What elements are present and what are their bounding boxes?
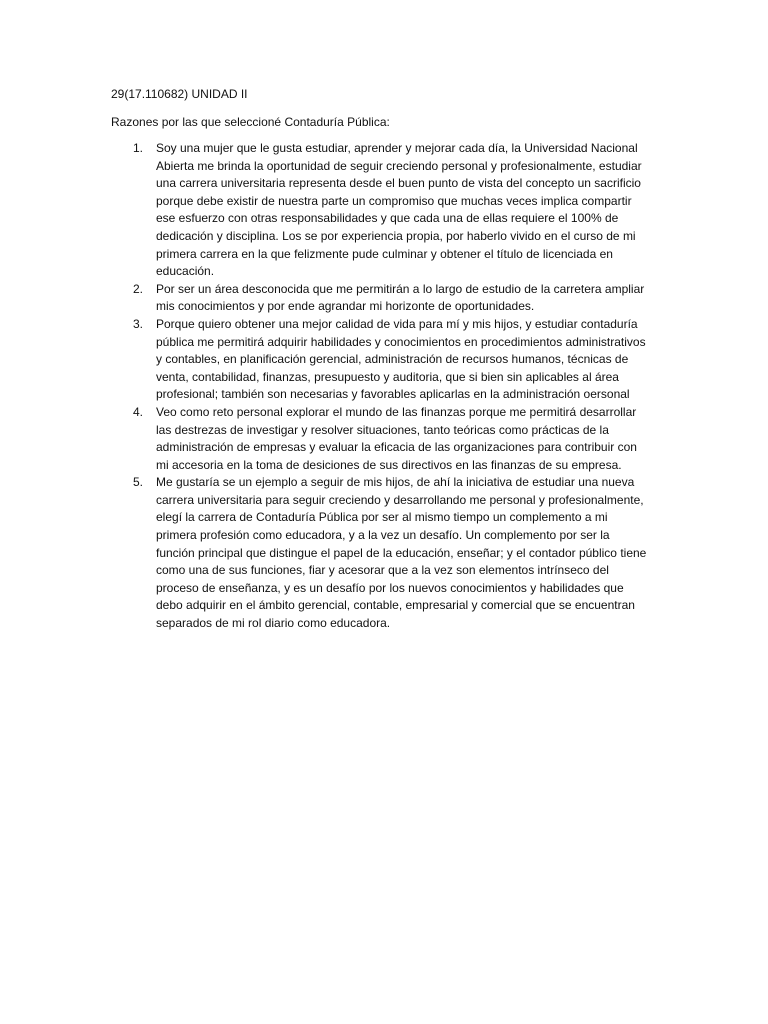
list-item: [111, 281, 651, 316]
list-item-number: 5.: [133, 475, 144, 490]
intro-text: Razones por las que seleccioné Contaduría Pública:: [111, 115, 390, 129]
document-heading: 29(17.110682) UNIDAD II: [111, 87, 248, 101]
list-item-text: Me gustaría se un ejemplo a seguir de mis hijos, de ahí la iniciativa de estudiar una nueva carrera universitaria para seguir creciendo y desarrollando me personal y profesionalmente, elegí la carrera de Contaduría Pública por ser al mismo tiempo un complemento a mi primera profesión como educadora, y a la vez un desafío. Un complemento por ser la función principal que distingue el papel de la educación, enseñar; y el contador público tiene como una de sus funciones, fiar y acesorar que a la vez son elementos intrínseco del proceso de enseñanza, y es un desafío por los nuevos conocimientos y habilidades que debo adquirir en el ámbito gerencial, contable, empresarial y comercial que se encuentran separados de mi rol diario como educadora.: [156, 475, 647, 631]
list-item-text: Por ser un área desconocida que me permitirán a lo largo de estudio de la carretera ampliar mis conocimientos y por ende agrandar mi horizonte de oportunidades.: [156, 281, 645, 314]
list-item-text: Veo como reto personal explorar el mundo de las finanzas porque me permitirá desarrollar las destrezas de investigar y resolver situaciones, tanto teóricas como prácticas de la administración de empresas y evaluar la eficacia de las organizaciones para contribuir con mi accesoria en la toma de desiciones de sus directivos en las finanzas de su empresa.: [156, 404, 637, 472]
list-item-text: Porque quiero obtener una mejor calidad de vida para mí y mis hijos, y estudiar contaduría pública me permitirá adquirir habilidades y conocimientos en procedimientos administrativos y contables, en planificación gerencial, administración de recursos humanos, técnicas de venta, contabilidad, finanzas, presupuesto y auditoria, que si bien sin aplicables al área profesional; también son necesarias y favorables aplicarlas en la administración oersonal: [156, 316, 646, 402]
list-item: [111, 316, 651, 404]
reasons-list: [111, 140, 651, 633]
list-item: [111, 404, 651, 474]
list-item-number: 1.: [133, 141, 144, 155]
list-item: [111, 140, 651, 281]
list-item-number: 3.: [133, 316, 144, 331]
list-item-text: Soy una mujer que le gusta estudiar, aprender y mejorar cada día, la Universidad Nacional Abierta me brinda la oportunidad de seguir creciendo personal y profesionalmente, estudiar una carrera universitaria representa desde el buen punto de vista del concepto un sacrificio porque debe existir de nuestra parte un compromiso que muchas veces implica compartir ese esfuerzo con otras responsabilidades y que cada una de ellas requiere el 100% de dedicación y disciplina. Los se por experiencia propia, por haberlo vivido en el curso de mi primera carrera en la que felizmente pude culminar y obtener el título de licenciada en educación.: [156, 141, 642, 279]
list-item-number: 2.: [133, 281, 144, 296]
list-item-number: 4.: [133, 404, 144, 419]
list-item: [111, 474, 651, 632]
